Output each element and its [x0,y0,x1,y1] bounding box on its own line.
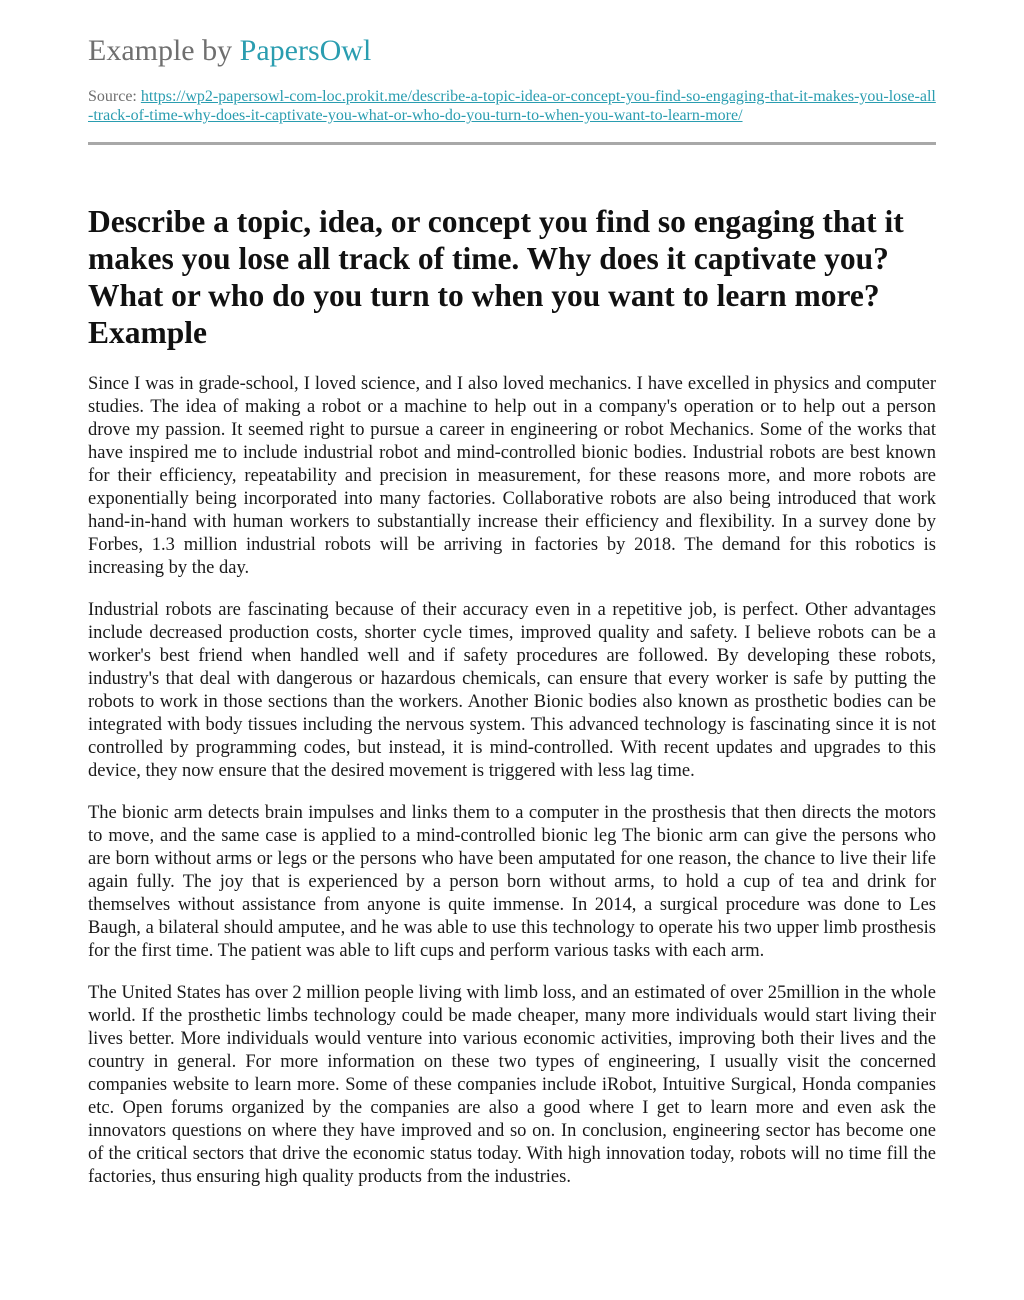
source-link[interactable]: https://wp2-papersowl-com-loc.prokit.me/describe-a-topic-idea-or-concept-you-find-so-engaging-that-it-makes-you-lose-all-track-of-time-why-does-it-captivate-you-what-or-who-do-you-turn-to-when-you-want-to-learn-more/ [88,88,936,124]
brand-name: PapersOwl [239,34,372,67]
brand-header [88,0,936,69]
article-paragraph: The bionic arm detects brain impulses and links them to a computer in the prosthesis that then directs the motors to move, and the same case is applied to a mind-controlled bionic leg The bionic arm can give the persons who are born without arms or legs or the persons who have been amputated for one reason, the chance to live their life again fully. The joy that is experienced by a person born without arms, to hold a cup of tea and drink for themselves without assistance from anyone is quite immense. In 2014, a surgical procedure was done to Les Baugh, a bilateral should amputee, and he was able to use this technology to operate his two upper limb prosthesis for the first time. The patient was able to lift cups and perform various tasks with each arm. [88,803,936,961]
document-page [88,0,936,1208]
brand-prefix: Example by [88,34,233,67]
source-line [88,87,936,125]
article-paragraph: Since I was in grade-school, I loved science, and I also loved mechanics. I have excelled in physics and computer studies. The idea of making a robot or a machine to help out in a company's operation or to help out a person drove my passion. It seemed right to pursue a career in engineering or robot Mechanics. Some of the works that have inspired me to include industrial robot and mind-controlled bionic bodies. Industrial robots are best known for their efficiency, repeatability and precision in measurement, for these reasons more, and more robots are exponentially being incorporated into many factories. Collaborative robots are also being introduced that work hand-in-hand with human workers to substantially increase their efficiency and flexibility. In a survey done by Forbes, 1.3 million industrial robots will be arriving in factories by 2018. The demand for this robotics is increasing by the day. [88,374,936,578]
article-paragraph: Industrial robots are fascinating because of their accuracy even in a repetitive job, is perfect. Other advantages include decreased production costs, shorter cycle times, improved quality and safety. I believe robots can be a worker's best friend when handled well and if safety procedures are followed. By developing these robots, industry's that deal with dangerous or hazardous chemicals, can ensure that every worker is safe by putting the robots to work in those sections than the workers. Another Bionic bodies also known as prosthetic bodies can be integrated with body tissues including the nervous system. This advanced technology is fascinating since it is not controlled by programming codes, but instead, it is mind-controlled. With recent updates and upgrades to this device, they now ensure that the desired movement is triggered with less lag time. [88,600,936,781]
article-paragraph: The United States has over 2 million people living with limb loss, and an estimated of over 25million in the whole world. If the prosthetic limbs technology could be made cheaper, many more individuals would start living their lives better. More individuals would venture into various economic activities, improving both their lives and the country in general. For more information on these two types of engineering, I usually visit the concerned companies website to learn more. Some of these companies include iRobot, Intuitive Surgical, Honda companies etc. Open forums organized by the companies are also a good where I get to learn more and even ask the innovators questions on where they have improved and so on. In conclusion, engineering sector has become one of the critical sectors that drive the economic status today. With high innovation today, robots will no time fill the factories, thus ensuring high quality products from the industries. [88,983,936,1187]
header-divider [88,142,936,145]
source-label: Source: [88,88,137,105]
article-title: Describe a topic, idea, or concept you find so engaging that it makes you lose all track of time. Why does it captivate you? What or who do you turn to when you want to learn more? Example [88,204,904,350]
article-body [88,373,936,1189]
